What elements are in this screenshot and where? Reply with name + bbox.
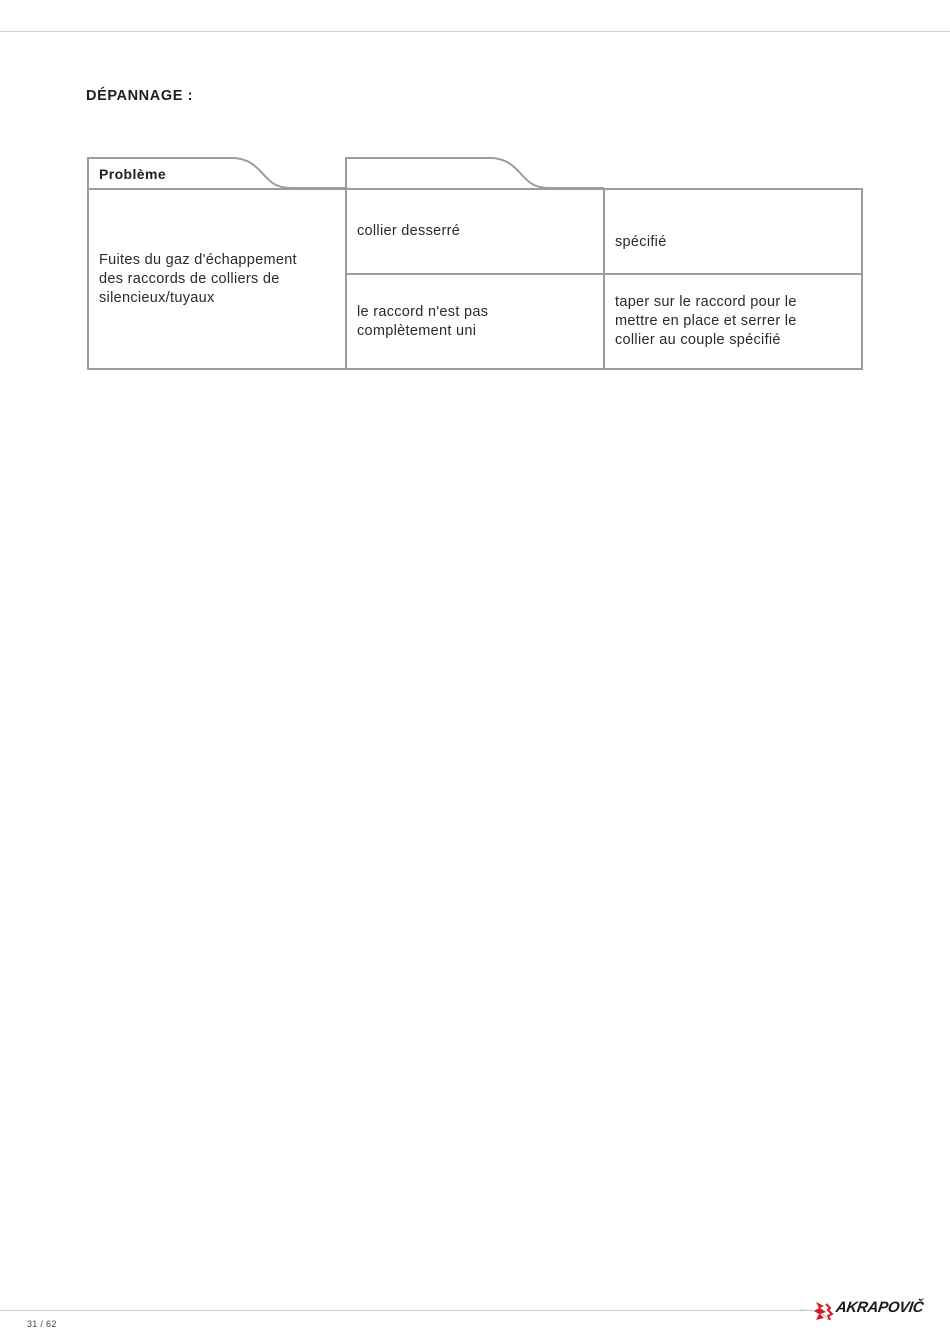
column-divider bbox=[345, 190, 347, 368]
bottom-divider bbox=[0, 1310, 805, 1311]
cause-cell-2: le raccord n'est pas complètement uni bbox=[357, 304, 489, 339]
section-title: DÉPANNAGE : bbox=[86, 88, 194, 104]
solution-cell-2: taper sur le raccord pour le mettre en place et serrer le collier au couple spécifié bbox=[615, 294, 797, 348]
page-number: 31 / 62 bbox=[27, 1319, 57, 1329]
header-problem-label: Problème bbox=[99, 166, 166, 182]
column-divider bbox=[603, 190, 605, 368]
brand-wordmark: AKRAPOVIČ bbox=[834, 1299, 925, 1316]
top-divider bbox=[0, 31, 950, 32]
troubleshooting-table bbox=[87, 188, 863, 370]
cause-cell-1: collier desserré bbox=[357, 223, 461, 239]
problem-cell: Fuites du gaz d'échappement des raccords de colliers de silencieux/tuyaux bbox=[99, 252, 297, 306]
cause-tab-outline bbox=[346, 158, 604, 188]
row-divider bbox=[347, 273, 861, 275]
solution-cell-1: spécifié bbox=[615, 234, 667, 250]
scorpion-icon bbox=[814, 1302, 832, 1320]
